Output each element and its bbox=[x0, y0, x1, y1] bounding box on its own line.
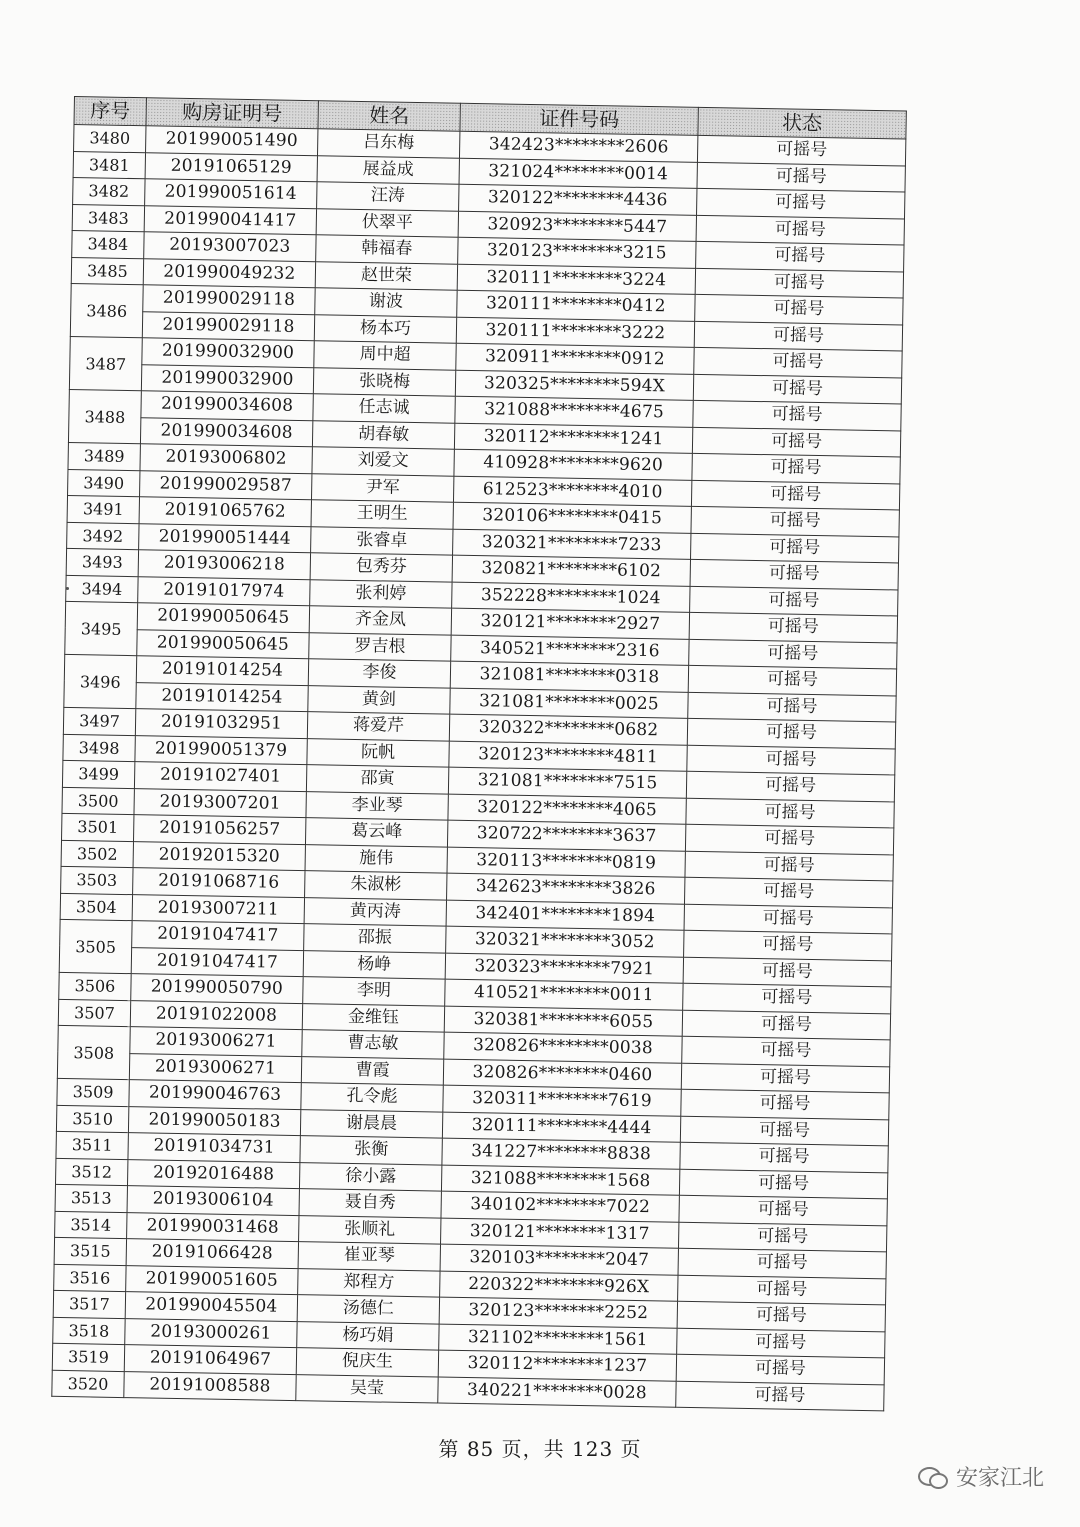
serial-cell: 3485 bbox=[71, 257, 143, 285]
certificate-cell: 20193006802 bbox=[140, 444, 312, 473]
serial-cell: 3512 bbox=[56, 1158, 128, 1186]
name-cell: 聂自秀 bbox=[299, 1189, 441, 1218]
serial-cell: 3509 bbox=[57, 1078, 129, 1106]
certificate-cell: 201990029118 bbox=[142, 311, 314, 340]
serial-cell: 3490 bbox=[68, 469, 140, 497]
id-number-cell: 320113********0819 bbox=[447, 847, 685, 878]
serial-cell: 3489 bbox=[68, 442, 140, 470]
id-number-cell: 342623********3826 bbox=[447, 873, 685, 904]
serial-cell: 3501 bbox=[62, 813, 134, 841]
name-cell: 曹志敏 bbox=[302, 1030, 444, 1059]
status-cell: 可摇号 bbox=[693, 400, 901, 430]
status-cell: 可摇号 bbox=[690, 559, 898, 589]
name-cell: 李俊 bbox=[308, 659, 450, 688]
certificate-cell: 20193000261 bbox=[125, 1318, 297, 1347]
certificate-cell: 20193006271 bbox=[129, 1053, 301, 1082]
id-number-cell: 320321********3052 bbox=[446, 926, 684, 957]
header-serial: 序号 bbox=[74, 97, 146, 126]
certificate-cell: 201990051444 bbox=[139, 523, 311, 552]
certificate-cell: 201990051379 bbox=[135, 735, 307, 764]
status-cell: 可摇号 bbox=[691, 506, 899, 536]
name-cell: 邵振 bbox=[304, 924, 446, 953]
id-number-cell: 341227********8838 bbox=[442, 1138, 680, 1169]
id-number-cell: 320322********0682 bbox=[449, 714, 687, 745]
table-body bbox=[52, 125, 906, 1411]
status-cell: 可摇号 bbox=[687, 718, 895, 748]
serial-cell: 3493 bbox=[66, 548, 138, 576]
name-cell: 曹霞 bbox=[301, 1056, 443, 1085]
certificate-cell: 201990029587 bbox=[140, 470, 312, 499]
id-number-cell: 320111********0412 bbox=[457, 290, 695, 321]
certificate-cell: 20191065762 bbox=[139, 497, 311, 526]
certificate-cell: 201990046763 bbox=[129, 1080, 301, 1109]
status-cell: 可摇号 bbox=[696, 241, 904, 271]
id-number-cell: 342423********2606 bbox=[459, 131, 697, 162]
id-number-cell: 321081********0025 bbox=[450, 688, 688, 719]
certificate-cell: 20193007211 bbox=[132, 894, 304, 923]
status-cell: 可摇号 bbox=[684, 930, 892, 960]
certificate-cell: 201990049232 bbox=[143, 258, 315, 287]
name-cell: 杨巧娟 bbox=[297, 1321, 439, 1350]
serial-cell: 3506 bbox=[59, 972, 131, 1000]
certificate-cell: 201990032900 bbox=[142, 338, 314, 367]
certificate-cell: 20191027401 bbox=[134, 762, 306, 791]
id-number-cell: 320325********594X bbox=[455, 370, 693, 401]
serial-cell: 3495 bbox=[65, 601, 138, 655]
status-cell: 可摇号 bbox=[678, 1222, 886, 1252]
certificate-cell: 20191065129 bbox=[145, 152, 317, 181]
serial-cell: 3519 bbox=[52, 1343, 124, 1371]
status-cell: 可摇号 bbox=[682, 1036, 890, 1066]
certificate-cell: 201990051614 bbox=[145, 179, 317, 208]
name-cell: 谢晨晨 bbox=[300, 1109, 442, 1138]
serial-cell: 3491 bbox=[67, 495, 139, 523]
name-cell: 胡春敏 bbox=[312, 420, 454, 449]
name-cell: 崔亚琴 bbox=[298, 1242, 440, 1271]
name-cell: 吕东梅 bbox=[318, 129, 460, 158]
id-number-cell: 320911********0912 bbox=[456, 343, 694, 374]
serial-cell: 3482 bbox=[73, 177, 145, 205]
id-number-cell: 320112********1237 bbox=[438, 1350, 676, 1381]
name-cell: 孔令彪 bbox=[301, 1083, 443, 1112]
status-cell: 可摇号 bbox=[685, 851, 893, 881]
name-cell: 施伟 bbox=[305, 844, 447, 873]
serial-cell: 3499 bbox=[62, 760, 134, 788]
certificate-cell: 20191068716 bbox=[133, 868, 305, 897]
status-cell: 可摇号 bbox=[692, 453, 900, 483]
id-number-cell: 320122********4436 bbox=[459, 184, 697, 215]
serial-cell: 3494 bbox=[66, 575, 138, 603]
status-cell: 可摇号 bbox=[692, 427, 900, 457]
serial-cell: 3500 bbox=[62, 787, 134, 815]
name-cell: 赵世荣 bbox=[315, 261, 457, 290]
id-number-cell: 321024********0014 bbox=[459, 158, 697, 189]
status-cell: 可摇号 bbox=[695, 294, 903, 324]
name-cell: 汪涛 bbox=[317, 182, 459, 211]
serial-cell: 3511 bbox=[56, 1131, 128, 1159]
certificate-cell: 20191056257 bbox=[134, 815, 306, 844]
status-cell: 可摇号 bbox=[697, 135, 905, 165]
id-number-cell: 320323********7921 bbox=[445, 953, 683, 984]
certificate-cell: 201990045504 bbox=[125, 1292, 297, 1321]
eligibility-table bbox=[51, 96, 907, 1411]
name-cell: 张晓梅 bbox=[313, 367, 455, 396]
id-number-cell: 352228********1024 bbox=[452, 582, 690, 613]
certificate-cell: 20191008588 bbox=[124, 1371, 296, 1400]
status-cell: 可摇号 bbox=[688, 665, 896, 695]
id-number-cell: 320123********2252 bbox=[439, 1297, 677, 1328]
status-cell: 可摇号 bbox=[681, 1089, 889, 1119]
name-cell: 倪庆生 bbox=[296, 1348, 438, 1377]
id-number-cell: 612523********4010 bbox=[453, 476, 691, 507]
header-certificate: 购房证明号 bbox=[146, 98, 318, 129]
name-cell: 杨峥 bbox=[303, 950, 445, 979]
scanned-sheet bbox=[51, 96, 924, 1412]
name-cell: 葛云峰 bbox=[305, 818, 447, 847]
status-cell: 可摇号 bbox=[688, 692, 896, 722]
id-number-cell: 321088********4675 bbox=[455, 396, 693, 427]
status-cell: 可摇号 bbox=[689, 612, 897, 642]
wechat-icon bbox=[918, 1465, 948, 1489]
status-cell: 可摇号 bbox=[685, 824, 893, 854]
name-cell: 杨本巧 bbox=[314, 314, 456, 343]
id-number-cell: 340521********2316 bbox=[451, 635, 689, 666]
name-cell: 张利婷 bbox=[310, 579, 452, 608]
name-cell: 谢波 bbox=[315, 288, 457, 317]
id-number-cell: 320111********4444 bbox=[442, 1112, 680, 1143]
status-cell: 可摇号 bbox=[696, 215, 904, 245]
id-number-cell: 410928********9620 bbox=[454, 449, 692, 480]
certificate-cell: 201990050645 bbox=[137, 629, 309, 658]
certificate-cell: 201990029118 bbox=[143, 285, 315, 314]
serial-cell: 3518 bbox=[53, 1317, 125, 1345]
id-number-cell: 320121********2927 bbox=[451, 608, 689, 639]
status-cell: 可摇号 bbox=[678, 1275, 886, 1305]
status-cell: 可摇号 bbox=[695, 268, 903, 298]
serial-cell: 3504 bbox=[60, 893, 132, 921]
name-cell: 李业琴 bbox=[306, 791, 448, 820]
status-cell: 可摇号 bbox=[680, 1142, 888, 1172]
status-cell: 可摇号 bbox=[677, 1328, 885, 1358]
certificate-cell: 20191047417 bbox=[131, 947, 303, 976]
certificate-cell: 201990032900 bbox=[141, 364, 313, 393]
name-cell: 邵寅 bbox=[306, 765, 448, 794]
status-cell: 可摇号 bbox=[679, 1169, 887, 1199]
watermark-text: 安家江北 bbox=[955, 1466, 1044, 1491]
serial-cell: 3503 bbox=[61, 866, 133, 894]
name-cell: 金维钰 bbox=[302, 1003, 444, 1032]
status-cell: 可摇号 bbox=[683, 983, 891, 1013]
certificate-cell: 20193007023 bbox=[144, 232, 316, 261]
id-number-cell: 320826********0460 bbox=[443, 1059, 681, 1090]
status-cell: 可摇号 bbox=[682, 1010, 890, 1040]
status-cell: 可摇号 bbox=[679, 1195, 887, 1225]
serial-cell: 3505 bbox=[59, 919, 132, 973]
id-number-cell: 342401********1894 bbox=[446, 900, 684, 931]
certificate-cell: 20191017974 bbox=[138, 576, 310, 605]
id-number-cell: 340102********7022 bbox=[441, 1191, 679, 1222]
header-status: 状态 bbox=[698, 107, 906, 139]
id-number-cell: 340221********0028 bbox=[438, 1377, 676, 1408]
name-cell: 韩福春 bbox=[316, 235, 458, 264]
serial-cell: 3488 bbox=[68, 389, 141, 443]
certificate-cell: 20193006218 bbox=[138, 550, 310, 579]
name-cell: 李明 bbox=[303, 977, 445, 1006]
id-number-cell: 320122********4065 bbox=[448, 794, 686, 825]
serial-cell: 3515 bbox=[54, 1237, 126, 1265]
status-cell: 可摇号 bbox=[691, 480, 899, 510]
name-cell: 齐金凤 bbox=[309, 606, 451, 635]
serial-cell: 3513 bbox=[55, 1184, 127, 1212]
certificate-cell: 20192016488 bbox=[127, 1159, 299, 1188]
serial-cell: 3502 bbox=[61, 840, 133, 868]
certificate-cell: 201990031468 bbox=[127, 1212, 299, 1241]
name-cell: 任志诚 bbox=[313, 394, 455, 423]
name-cell: 刘爱文 bbox=[312, 447, 454, 476]
serial-cell: 3517 bbox=[53, 1290, 125, 1318]
status-cell: 可摇号 bbox=[677, 1301, 885, 1331]
status-cell: 可摇号 bbox=[683, 957, 891, 987]
id-number-cell: 320123********3215 bbox=[458, 237, 696, 268]
id-number-cell: 320103********2047 bbox=[440, 1244, 678, 1275]
serial-cell: 3520 bbox=[52, 1370, 124, 1398]
id-number-cell: 320106********0415 bbox=[453, 502, 691, 533]
serial-cell: 3507 bbox=[58, 999, 130, 1027]
id-number-cell: 321102********1561 bbox=[439, 1324, 677, 1355]
header-name: 姓名 bbox=[318, 101, 460, 131]
serial-cell: 3487 bbox=[69, 336, 142, 390]
serial-cell: 3480 bbox=[74, 125, 146, 153]
serial-cell: 3498 bbox=[63, 734, 135, 762]
id-number-cell: 321088********1568 bbox=[441, 1165, 679, 1196]
id-number-cell: 321081********7515 bbox=[448, 767, 686, 798]
name-cell: 黄丙涛 bbox=[304, 897, 446, 926]
id-number-cell: 320923********5447 bbox=[458, 211, 696, 242]
id-number-cell: 320821********6102 bbox=[452, 555, 690, 586]
page-number: 第 85 页，共 123 页 bbox=[438, 1437, 642, 1461]
certificate-cell: 20191034731 bbox=[128, 1133, 300, 1162]
certificate-cell: 20191014254 bbox=[136, 682, 308, 711]
certificate-cell: 20191066428 bbox=[126, 1239, 298, 1268]
name-cell: 汤德仁 bbox=[297, 1295, 439, 1324]
id-number-cell: 320123********4811 bbox=[449, 741, 687, 772]
serial-cell: 3516 bbox=[54, 1264, 126, 1292]
id-number-cell: 320381********6055 bbox=[444, 1006, 682, 1037]
certificate-cell: 201990050645 bbox=[137, 603, 309, 632]
name-cell: 黄剑 bbox=[308, 685, 450, 714]
status-cell: 可摇号 bbox=[690, 586, 898, 616]
serial-cell: 3486 bbox=[70, 283, 143, 337]
name-cell: 张衡 bbox=[300, 1136, 442, 1165]
status-cell: 可摇号 bbox=[691, 533, 899, 563]
serial-cell: 3483 bbox=[72, 204, 144, 232]
id-number-cell: 410521********0011 bbox=[445, 979, 683, 1010]
certificate-cell: 201990034608 bbox=[141, 391, 313, 420]
status-cell: 可摇号 bbox=[689, 639, 897, 669]
certificate-cell: 201990041417 bbox=[144, 205, 316, 234]
serial-cell: 3510 bbox=[56, 1105, 128, 1133]
name-cell: 周中超 bbox=[314, 341, 456, 370]
status-cell: 可摇号 bbox=[694, 347, 902, 377]
name-cell: 展益成 bbox=[317, 155, 459, 184]
serial-cell: 3496 bbox=[64, 654, 137, 708]
status-cell: 可摇号 bbox=[686, 771, 894, 801]
id-number-cell: 320826********0038 bbox=[444, 1032, 682, 1063]
status-cell: 可摇号 bbox=[680, 1116, 888, 1146]
id-number-cell: 320111********3222 bbox=[456, 317, 694, 348]
certificate-cell: 20193007201 bbox=[134, 788, 306, 817]
id-number-cell: 320311********7619 bbox=[443, 1085, 681, 1116]
name-cell: 张睿卓 bbox=[311, 526, 453, 555]
certificate-cell: 20191022008 bbox=[130, 1000, 302, 1029]
serial-cell: 3492 bbox=[67, 522, 139, 550]
id-number-cell: 320321********7233 bbox=[453, 529, 691, 560]
status-cell: 可摇号 bbox=[684, 877, 892, 907]
name-cell: 吴莹 bbox=[296, 1374, 438, 1403]
certificate-cell: 201990050790 bbox=[131, 974, 303, 1003]
id-number-cell: 220322********926X bbox=[440, 1271, 678, 1302]
status-cell: 可摇号 bbox=[676, 1381, 884, 1411]
serial-cell: 3497 bbox=[63, 707, 135, 735]
status-cell: 可摇号 bbox=[684, 904, 892, 934]
status-cell: 可摇号 bbox=[686, 798, 894, 828]
name-cell: 徐小露 bbox=[299, 1162, 441, 1191]
id-number-cell: 320111********3224 bbox=[457, 264, 695, 295]
status-cell: 可摇号 bbox=[697, 188, 905, 218]
certificate-cell: 20192015320 bbox=[133, 841, 305, 870]
status-cell: 可摇号 bbox=[694, 321, 902, 351]
certificate-cell: 20191032951 bbox=[135, 709, 307, 738]
name-cell: 张顺礼 bbox=[299, 1215, 441, 1244]
status-cell: 可摇号 bbox=[676, 1354, 884, 1384]
id-number-cell: 320121********1317 bbox=[441, 1218, 679, 1249]
name-cell: 包秀芬 bbox=[310, 553, 452, 582]
certificate-cell: 201990051605 bbox=[126, 1265, 298, 1294]
certificate-cell: 20193006271 bbox=[130, 1027, 302, 1056]
status-cell: 可摇号 bbox=[697, 162, 905, 192]
header-id-number: 证件号码 bbox=[460, 103, 698, 135]
certificate-cell: 20191064967 bbox=[124, 1345, 296, 1374]
certificate-cell: 20191047417 bbox=[132, 921, 304, 950]
certificate-cell: 201990034608 bbox=[140, 417, 312, 446]
serial-cell: 3484 bbox=[72, 230, 144, 258]
status-cell: 可摇号 bbox=[693, 374, 901, 404]
serial-cell: 3481 bbox=[73, 151, 145, 179]
certificate-cell: 201990051490 bbox=[146, 126, 318, 155]
status-cell: 可摇号 bbox=[681, 1063, 889, 1093]
name-cell: 蒋爱芹 bbox=[307, 712, 449, 741]
id-number-cell: 321081********0318 bbox=[450, 661, 688, 692]
status-cell: 可摇号 bbox=[678, 1248, 886, 1278]
name-cell: 罗吉根 bbox=[309, 632, 451, 661]
name-cell: 伏翠平 bbox=[316, 208, 458, 237]
name-cell: 阮帆 bbox=[307, 738, 449, 767]
certificate-cell: 20191014254 bbox=[136, 656, 308, 685]
name-cell: 尹军 bbox=[311, 473, 453, 502]
certificate-cell: 201990050183 bbox=[128, 1106, 300, 1135]
id-number-cell: 320722********3637 bbox=[447, 820, 685, 851]
certificate-cell: 20193006104 bbox=[127, 1186, 299, 1215]
name-cell: 朱淑彬 bbox=[305, 871, 447, 900]
watermark bbox=[918, 1461, 1044, 1492]
serial-cell: 3508 bbox=[57, 1025, 130, 1079]
serial-cell: 3514 bbox=[55, 1211, 127, 1239]
id-number-cell: 320112********1241 bbox=[454, 423, 692, 454]
status-cell: 可摇号 bbox=[687, 745, 895, 775]
name-cell: 郑程方 bbox=[298, 1268, 440, 1297]
name-cell: 王明生 bbox=[311, 500, 453, 529]
